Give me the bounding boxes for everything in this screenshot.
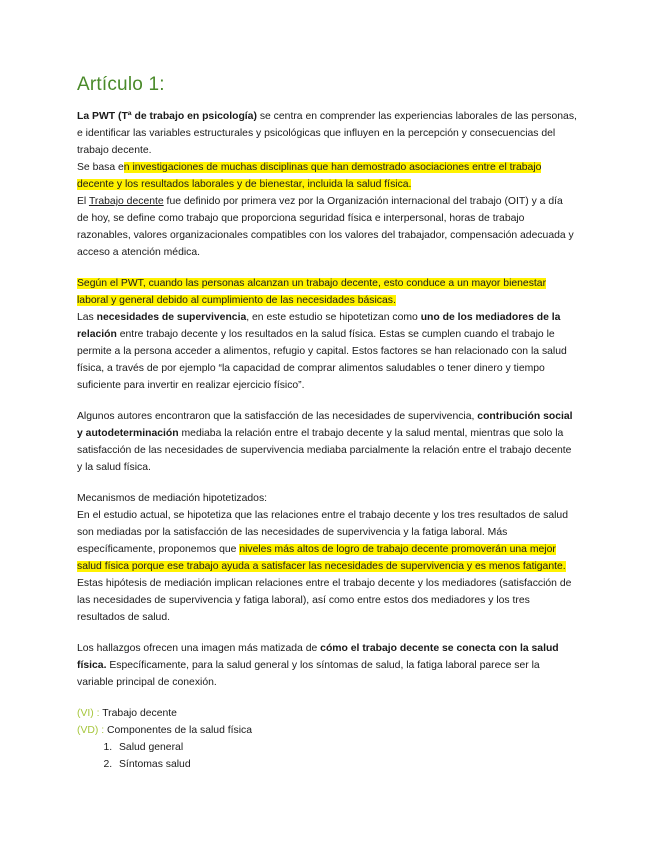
- paragraph-gap: [77, 626, 577, 640]
- article-title: Artículo 1:: [77, 74, 165, 95]
- paragraph-decent-work-definition: [77, 193, 577, 261]
- text-span: mediaba la relación entre el trabajo decente y la salud mental, mientras que solo la satisfacción de las necesidades de supervivencia mediaba parcialmente la relación entre el trabajo decente y la salud física.: [77, 428, 572, 473]
- paragraph-gap: [77, 261, 577, 275]
- text-span: Específicamente, para la salud general y los síntomas de salud, la fatiga laboral parece ser la variable principal de conexión.: [77, 660, 540, 688]
- text-span: Estas hipótesis de mediación implican relaciones entre el trabajo decente y los mediadores (satisfacción de las necesidades de supervivencia y fatiga laboral), así como entre estos dos mediadores y los tres resultados de salud.: [77, 578, 572, 623]
- list-item: 1. Salud general: [115, 739, 577, 756]
- paragraph-survival-needs: [77, 309, 577, 394]
- text-span: Los hallazgos ofrecen una imagen más matizada de: [77, 643, 321, 654]
- text-span: Se basa e: [77, 162, 124, 173]
- vi-label: (VI) :: [77, 708, 100, 719]
- text-span: se centra en comprender las experiencias laborales de las personas, e identificar las variables estructurales y psicológicas que influyen en la percepción y consecuencias del trabajo decente.: [77, 111, 577, 156]
- text-span: En el estudio actual, se hipotetiza que las relaciones entre el trabajo decente y los tres resultados de salud son mediadas por la satisfacción de las necesidades de supervivencia y la fatiga laboral. Más específicamente, proponemos que: [77, 510, 568, 555]
- independent-variable-line: [77, 705, 577, 722]
- vd-label: (VD) :: [77, 725, 105, 736]
- bold-text: cómo el trabajo decente se conecta con la salud física.: [77, 643, 559, 671]
- text-span: fue definido por primera vez por la Organización internacional del trabajo (OIT) y a día de hoy, se define como trabajo que proporciona seguridad física e interpersonal, horas de trabajo razonables, valores organizacionales compatibles con los valores del trabajador, compensación adecuada y acceso a atención médica.: [77, 196, 574, 258]
- text-span: entre trabajo decente y los resultados en la salud física. Estas se cumplen cuando el trabajo le permite a la persona acceder a alimentos, refugio y capital. Estos factores se han relacionado con la salud física, a través de por ejemplo “la capacidad de comprar alimentos saludables o tener dinero y tiempo suficiente para invertir en realizar ejercicio físico”.: [77, 329, 567, 391]
- underlined-text: Trabajo decente: [88, 196, 164, 207]
- text-span: Las: [77, 312, 97, 323]
- highlighted-text: n investigaciones de muchas disciplinas que han demostrado asociaciones entre el trabajo decente y los resultados laborales y de bienestar, incluida la salud física.: [77, 162, 542, 190]
- paragraph-basis: [77, 159, 577, 193]
- vd-text: Componentes de la salud física: [104, 725, 253, 736]
- text-span: El: [77, 196, 89, 207]
- bold-text: uno de los mediadores de la relación: [77, 312, 561, 340]
- text-span: , en este estudio se hipotetizan como: [246, 312, 421, 323]
- paragraph-findings: [77, 640, 577, 691]
- bold-text: contribución social y autodeterminación: [77, 411, 573, 439]
- bold-text: La PWT (Tª de trabajo en psicología): [77, 111, 257, 122]
- paragraph-current-study: [77, 507, 577, 575]
- highlighted-text: Según el PWT, cuando las personas alcanzan un trabajo decente, esto conduce a un mayor bienestar laboral y general debido al cumplimiento de las necesidades básicas.: [77, 278, 547, 306]
- paragraph-authors-findings: [77, 408, 577, 476]
- paragraph-gap: [77, 394, 577, 408]
- paragraph-pwt-wellbeing: [77, 275, 577, 309]
- paragraph-pwt-intro: [77, 108, 577, 159]
- vi-text: Trabajo decente: [99, 708, 177, 719]
- paragraph-mediation-hypotheses: [77, 575, 577, 626]
- bold-text: necesidades de supervivencia: [96, 312, 247, 323]
- paragraph-gap: [77, 691, 577, 705]
- section-heading-mediation: Mecanismos de mediación hipotetizados:: [77, 493, 268, 504]
- dependent-variable-line: [77, 722, 577, 739]
- health-components-list: [77, 739, 577, 773]
- article-body: [77, 108, 577, 773]
- text-span: Algunos autores encontraron que la satisfacción de las necesidades de supervivencia,: [77, 411, 478, 422]
- highlighted-text: niveles más altos de logro de trabajo decente promoverán una mejor salud física porque ese trabajo ayuda a satisfacer las necesidades de supervivencia y es menos fatigante.: [77, 544, 566, 572]
- paragraph-gap: [77, 476, 577, 490]
- list-item: 2. Síntomas salud: [115, 756, 577, 773]
